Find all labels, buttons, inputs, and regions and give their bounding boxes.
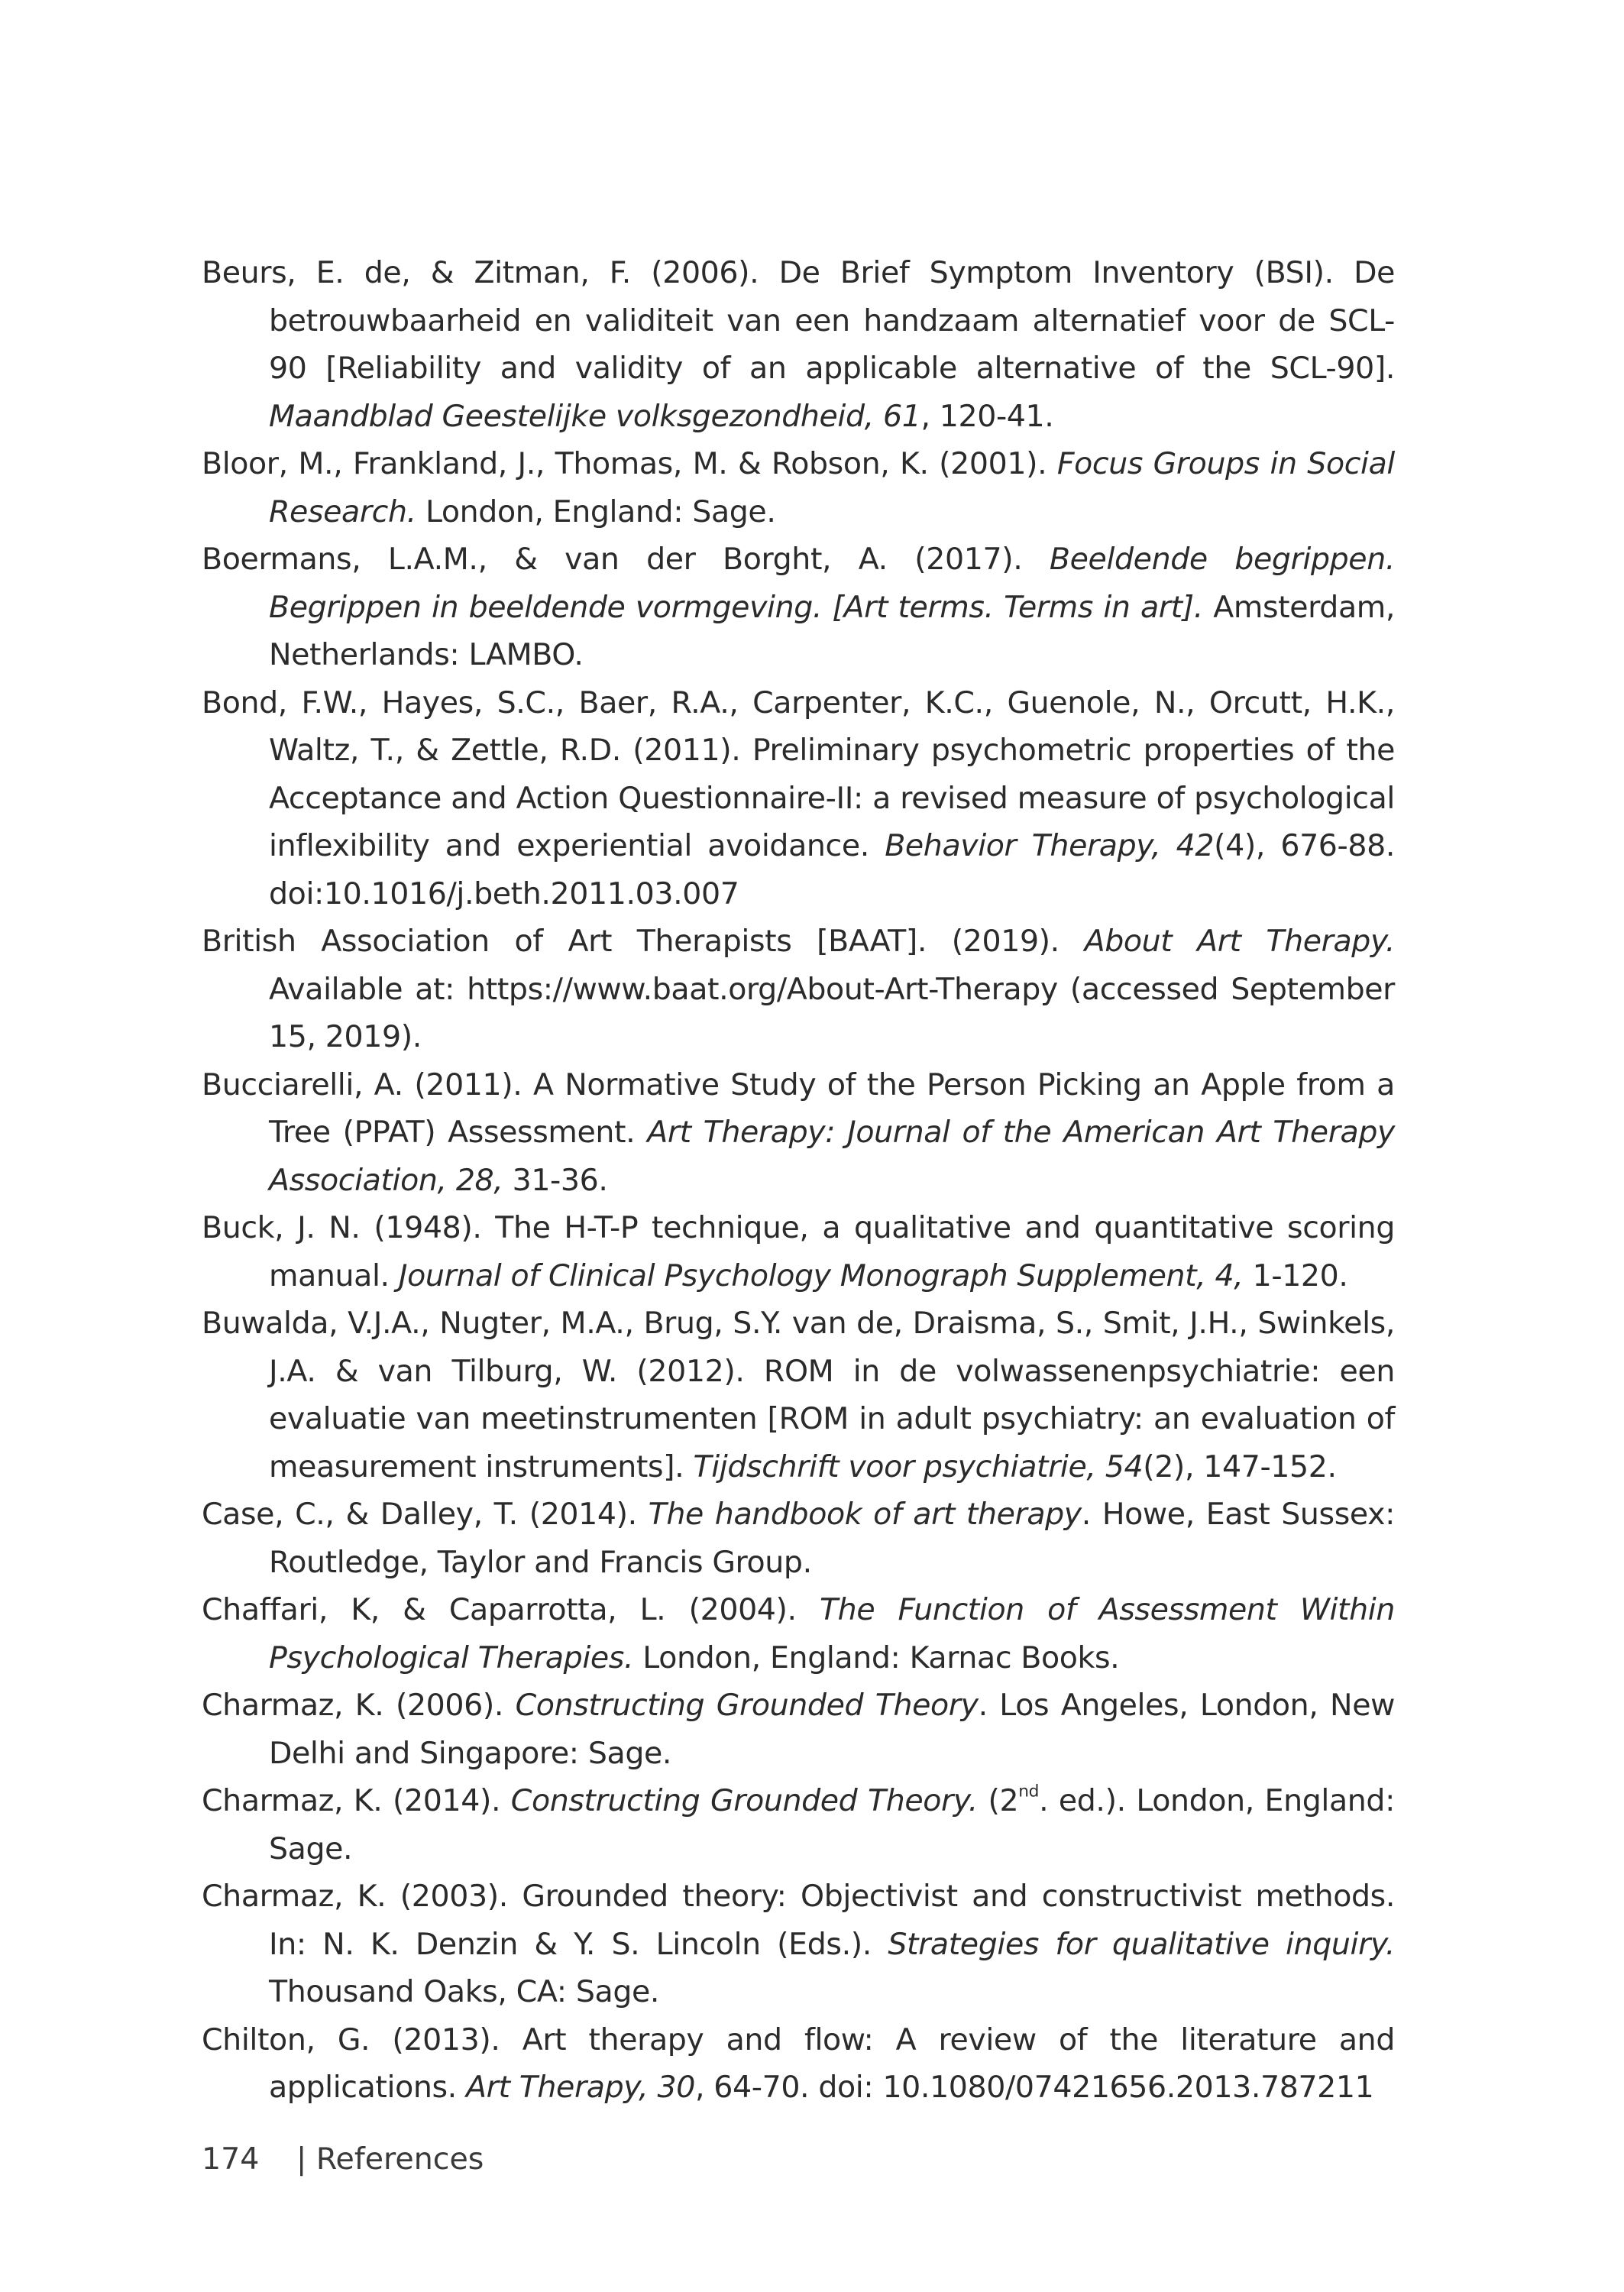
reference-entry: Chaffari, K, & Caparrotta, L. (2004). The Function of Assessment Within Psychological Therapies. London, England: Karnac Books. xyxy=(202,1592,1395,1675)
reference-entry: Boermans, L.A.M., & van der Borght, A. (2017). Beeldende begrippen. Begrippen in beeldende vormgeving. [Art terms. Terms in art]. Amsterdam, Netherlands: LAMBO. xyxy=(202,542,1396,672)
reference-entry: Bucciarelli, A. (2011). A Normative Study of the Person Picking an Apple from a Tree (PPAT) Assessment. Art Therapy: Journal of the American Art Therapy Association, 28, 31-36. xyxy=(202,1067,1395,1198)
reference-entry: Case, C., & Dalley, T. (2014). The handbook of art therapy. Howe, East Sussex: Routledge, Taylor and Francis Group. xyxy=(202,1497,1395,1580)
reference-entry: Buck, J. N. (1948). The H-T-P technique, a qualitative and quantitative scoring manual. Journal of Clinical Psychology Monograph Supplement, 4, 1-120. xyxy=(202,1210,1395,1293)
reference-entry: Bloor, M., Frankland, J., Thomas, M. & Robson, K. (2001). Focus Groups in Social Research. London, England: Sage. xyxy=(202,446,1395,529)
reference-entry: Bond, F.W., Hayes, S.C., Baer, R.A., Carpenter, K.C., Guenole, N., Orcutt, H.K., Waltz, T., & Zettle, R.D. (2011). Preliminary psychometric properties of the Acceptance and Action Questionnaire-II: a revised measure of psychological inflexibility and experiential avoidance. Behavior Therapy, 42(4), 676-88. doi:10.1016/j.beth.2011.03.007 xyxy=(202,685,1396,911)
page-footer xyxy=(202,2136,484,2182)
reference-entry: Chilton, G. (2013). Art therapy and flow: A review of the literature and applications. Art Therapy, 30, 64-70. doi: 10.1080/07421656.2013.787211 xyxy=(202,2022,1395,2105)
running-section-title: | References xyxy=(296,2141,484,2177)
page-number: 174 xyxy=(202,2141,260,2177)
reference-entry: British Association of Art Therapists [BAAT]. (2019). About Art Therapy. Available at: https://www.baat.org/About-Art-Therapy (accessed September 15, 2019). xyxy=(202,924,1396,1054)
reference-entry: Beurs, E. de, & Zitman, F. (2006). De Brief Symptom Inventory (BSI). De betrouwbaarheid en validiteit van een handzaam alternatief voor de SCL-90 [Reliability and validity of an applicable alternative of the SCL-90]. Maandblad Geestelijke volksgezondheid, 61, 120-41. xyxy=(202,255,1395,434)
reference-entry: Charmaz, K. (2014). Constructing Grounded Theory. (2nd. ed.). London, England: Sage. xyxy=(202,1782,1395,1866)
reference-entry: Buwalda, V.J.A., Nugter, M.A., Brug, S.Y. van de, Draisma, S., Smit, J.H., Swinkels, J.A. & van Tilburg, W. (2012). ROM in de volwassenenpsychiatrie: een evaluatie van meetinstrumenten [ROM in adult psychiatry: an evaluation of measurement instruments]. Tijdschrift voor psychiatrie, 54(2), 147-152. xyxy=(202,1306,1395,1484)
reference-entry: Charmaz, K. (2006). Constructing Grounded Theory. Los Angeles, London, New Delhi and Singapore: Sage. xyxy=(202,1688,1396,1771)
reference-list xyxy=(202,249,1395,2112)
reference-entry: Charmaz, K. (2003). Grounded theory: Objectivist and constructivist methods. In: N. K. Denzin & Y. S. Lincoln (Eds.). Strategies for qualitative inquiry. Thousand Oaks, CA: Sage. xyxy=(202,1879,1396,2009)
